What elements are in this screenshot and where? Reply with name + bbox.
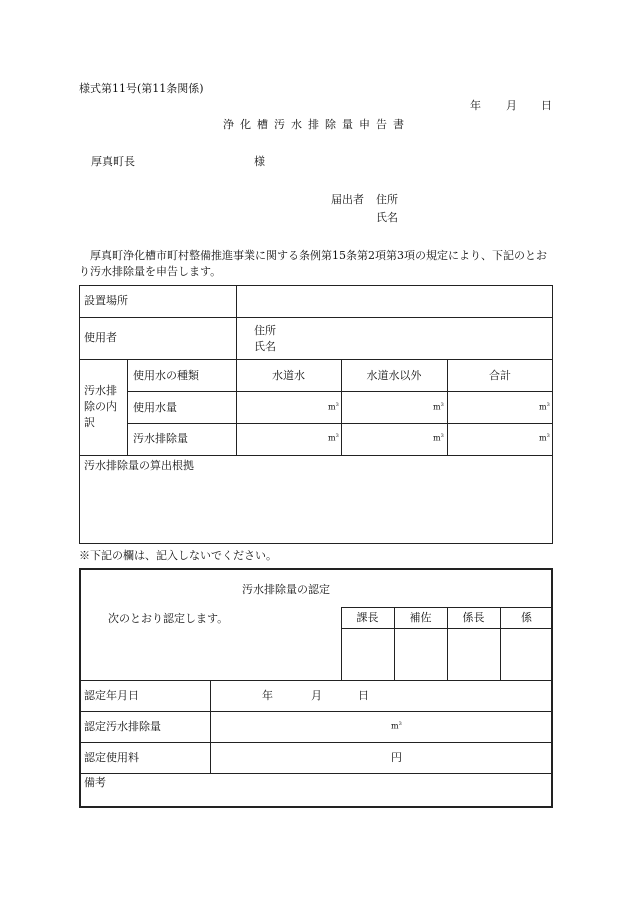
approver-section-chief: 課長 xyxy=(356,611,379,624)
user-label: 使用者 xyxy=(84,331,117,344)
water-type-label: 使用水の種類 xyxy=(133,369,199,382)
row-usage-label: 使用水量 xyxy=(133,401,177,414)
user-address-label: 住所 xyxy=(254,324,276,337)
notifier-name-label: 氏名 xyxy=(376,211,398,224)
unit-m3: $m^3$ xyxy=(539,402,550,412)
column-tap-water: 水道水 xyxy=(272,369,305,382)
declaration-text: 厚真町浄化槽市町村整備推進事業に関する条例第15条第2項第3項の規定により、下記のとおり汚水排除量を申告します。 xyxy=(79,249,547,278)
approval-table-border xyxy=(79,568,553,808)
unit-m3: $m^3$ xyxy=(328,433,339,443)
approver-assistant: 補佐 xyxy=(409,611,432,624)
date-month-label: 月 xyxy=(506,99,517,112)
approver-staff: 係 xyxy=(521,611,532,624)
approval-title: 汚水排除量の認定 xyxy=(242,583,330,596)
unit-m3: $m^3$ xyxy=(328,402,339,412)
approval-statement: 次のとおり認定します。 xyxy=(108,612,229,625)
notifier-label: 届出者 xyxy=(331,193,364,206)
form-number: 様式第11号(第11条関係) xyxy=(79,82,204,95)
approval-date-year: 年 xyxy=(262,689,273,702)
date-day-label: 日 xyxy=(541,99,552,112)
approval-date-day: 日 xyxy=(358,689,369,702)
approved-fee-label: 認定使用料 xyxy=(84,751,139,764)
location-label: 設置場所 xyxy=(84,294,128,307)
unit-m3: $m^3$ xyxy=(433,433,444,443)
row-discharge-label: 汚水排除量 xyxy=(133,432,188,445)
notifier-address-label: 住所 xyxy=(376,193,398,206)
unit-m3: $m^3$ xyxy=(433,402,444,412)
remarks-label: 備考 xyxy=(84,776,106,789)
addressee: 厚真町長 xyxy=(91,155,135,168)
approval-date-label: 認定年月日 xyxy=(84,689,139,702)
document-title: 浄化槽汚水排除量申告書 xyxy=(223,118,410,131)
office-use-note: ※下記の欄は、記入しないでください。 xyxy=(79,549,277,562)
column-total: 合計 xyxy=(489,369,511,382)
user-name-label: 氏名 xyxy=(254,340,276,353)
approved-volume-label: 認定汚水排除量 xyxy=(84,720,161,733)
breakdown-label: 汚水排除の内訳 xyxy=(84,384,117,429)
approval-date-month: 月 xyxy=(311,689,322,702)
unit-m3: $m^3$ xyxy=(539,433,550,443)
unit-m3: $m^3$ xyxy=(391,721,402,731)
column-other-water: 水道水以外 xyxy=(366,369,422,382)
honorific: 様 xyxy=(254,155,265,168)
location-value[interactable] xyxy=(254,293,544,311)
approver-subsection-chief: 係長 xyxy=(462,611,485,624)
date-year-label: 年 xyxy=(470,99,481,112)
basis-label: 汚水排除量の算出根拠 xyxy=(84,459,194,472)
yen-unit: 円 xyxy=(391,751,402,764)
